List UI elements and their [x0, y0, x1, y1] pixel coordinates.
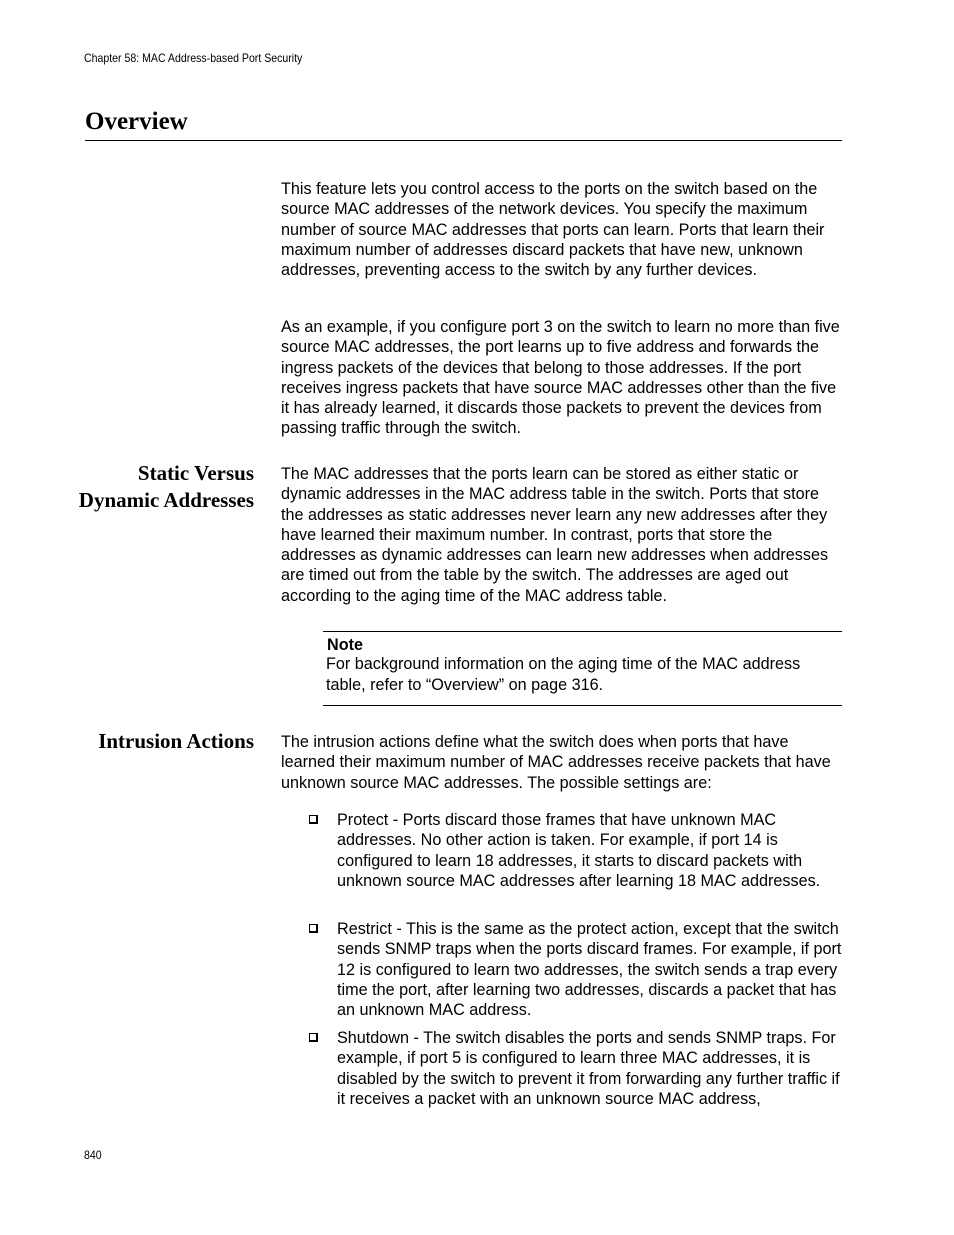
note-text: For background information on the aging time of the MAC address table, refer to “Overview” on page 316. — [326, 655, 801, 694]
list-item-text: Shutdown - The switch disables the ports and sends SNMP traps. For example, if port 5 is configured to learn three MAC addresses, it is disabled by the switch to prevent it from forwarding any further traffic if it receives a packet with an unknown source MAC address, — [337, 1029, 840, 1108]
static-versus-dynamic-heading: Static Versus Dynamic Addresses — [78, 461, 254, 512]
page-number: 840 — [84, 1148, 102, 1162]
list-item-text: Restrict - This is the same as the protect action, except that the switch sends SNMP traps when the ports discard frames. For example, if port 12 is configured to learn two addresses, the switch sends a trap every time the port, after learning two addresses, discards a packet that has an unknown MAC address. — [337, 920, 842, 1020]
list-item-text: Protect - Ports discard those frames that have unknown MAC addresses. No other action is taken. For example, if port 14 is configured to learn 18 addresses, it starts to discard packets with unknown source MAC addresses after learning 18 MAC addresses. — [337, 811, 821, 890]
note-box — [323, 631, 842, 706]
running-header: Chapter 58: MAC Address-based Port Security — [84, 51, 303, 65]
checkbox-bullet-icon — [309, 1033, 318, 1042]
overview-paragraph-2: As an example, if you configure port 3 on the switch to learn no more than five source MAC addresses, the port learns up to five address and forwards the ingress packets of the devices that belong to those addresses. If the port receives ingress packets that have source MAC addresses other than the five it has already learned, it discards those packets to prevent the devices from passing traffic through the switch. — [281, 318, 840, 438]
section-title: Overview — [85, 108, 188, 135]
static-dynamic-paragraph: The MAC addresses that the ports learn can be stored as either static or dynamic addresses in the MAC address table in the switch. Ports that store the addresses as static addresses never learn any new addresses after they have learned their maximum number. In contrast, ports that store the addresses as dynamic addresses can learn new addresses when addresses are timed out from the table by the switch. The addresses are aged out according to the aging time of the MAC address table. — [281, 465, 829, 605]
overview-paragraph-1: This feature lets you control access to the ports on the switch based on the source MAC addresses of the network devices. You specify the maximum number of source MAC addresses that ports can learn. Ports that learn their maximum number of addresses discard packets that have new, unknown addresses, preventing access to the switch by any further devices. — [281, 180, 825, 280]
intrusion-actions-heading: Intrusion Actions — [98, 729, 254, 753]
checkbox-bullet-icon — [309, 815, 318, 824]
checkbox-bullet-icon — [309, 924, 318, 933]
note-title: Note — [327, 636, 363, 654]
title-rule — [85, 140, 842, 141]
intrusion-intro: The intrusion actions define what the switch does when ports that have learned their maximum number of MAC addresses receive packets that have unknown source MAC addresses. The possible settings are: — [281, 733, 831, 792]
